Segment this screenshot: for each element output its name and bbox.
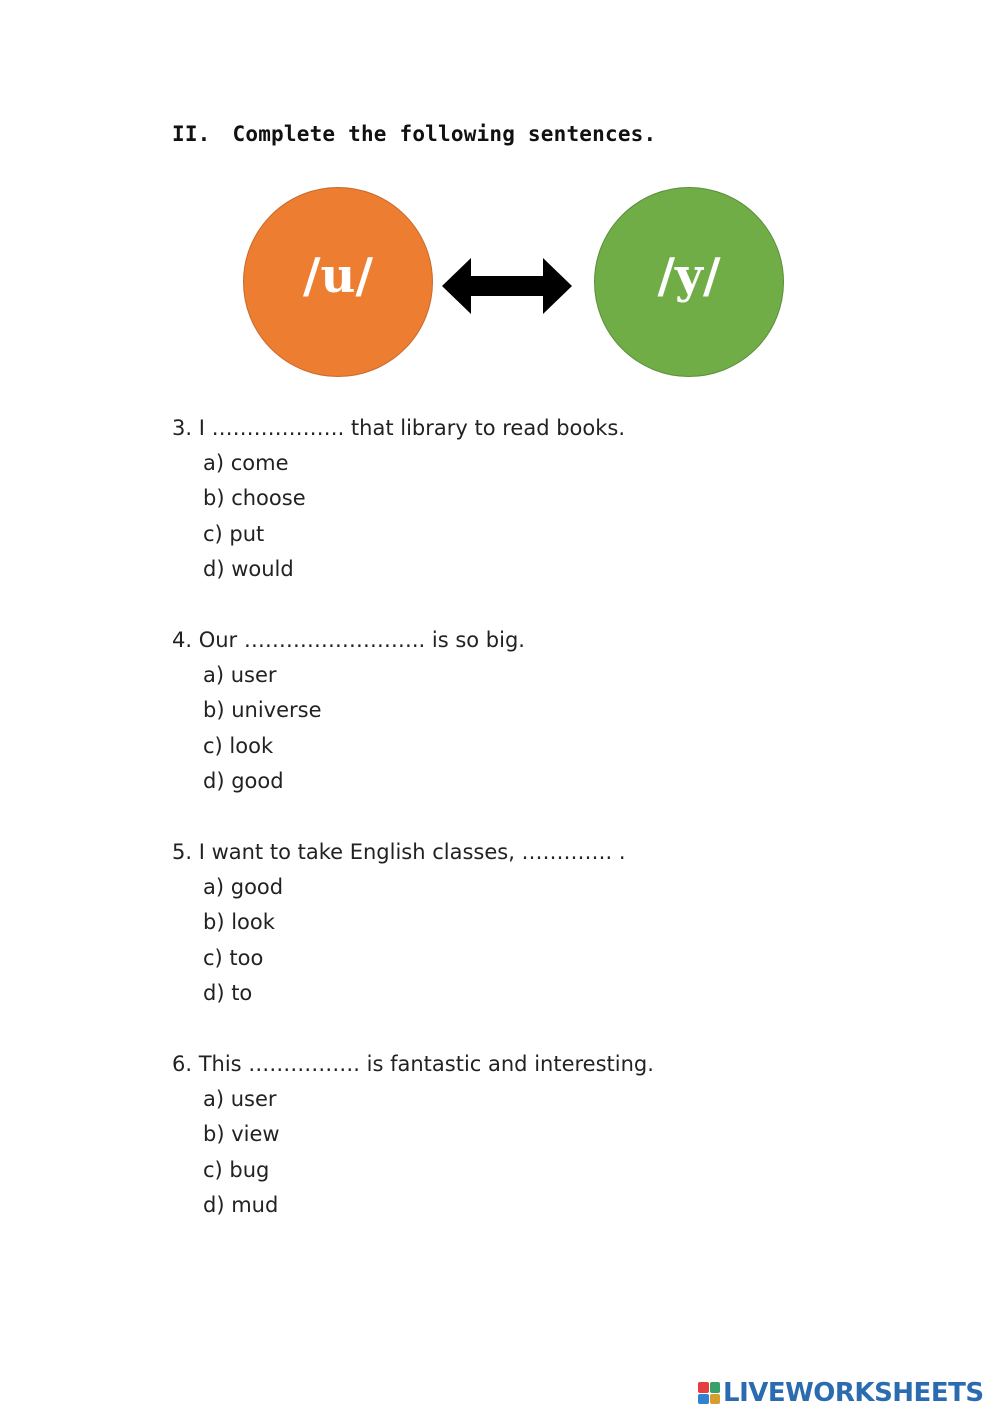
question-stem: 4. Our …………………….. is so big.: [172, 628, 525, 652]
option-c[interactable]: c) too: [203, 945, 264, 970]
option-b[interactable]: b) universe: [203, 698, 322, 723]
option-list: [172, 870, 626, 1012]
option-list: [172, 658, 525, 800]
question-4: [172, 623, 525, 800]
logo-mark-icon: [698, 1382, 720, 1404]
question-stem: 6. This ……………. is fantastic and interesting.: [172, 1052, 654, 1076]
sound-circle-y: [594, 187, 784, 377]
option-c[interactable]: c) look: [203, 733, 274, 758]
liveworksheets-logo[interactable]: [698, 1379, 984, 1407]
option-a[interactable]: a) good: [203, 875, 284, 899]
option-list: [172, 446, 625, 588]
sound-circle-u: [243, 187, 433, 377]
option-b[interactable]: b) look: [203, 910, 275, 935]
sound-label-u: /u/: [303, 248, 373, 304]
option-list: [172, 1082, 654, 1224]
option-c[interactable]: c) put: [203, 521, 265, 546]
option-b[interactable]: b) view: [203, 1122, 280, 1147]
option-a[interactable]: a) come: [203, 451, 289, 475]
option-d[interactable]: d) good: [203, 769, 284, 794]
question-stem: 5. I want to take English classes, …………. .: [172, 840, 626, 864]
option-b[interactable]: b) choose: [203, 486, 306, 511]
option-d[interactable]: d) would: [203, 557, 294, 582]
option-a[interactable]: a) user: [203, 663, 277, 687]
section-number: II.: [172, 122, 211, 146]
option-d[interactable]: d) to: [203, 981, 253, 1006]
option-a[interactable]: a) user: [203, 1087, 277, 1111]
double-arrow-icon: [441, 256, 573, 316]
question-5: [172, 835, 626, 1012]
sound-label-y: /y/: [657, 248, 721, 304]
option-c[interactable]: c) bug: [203, 1157, 270, 1182]
section-title: Complete the following sentences.: [232, 122, 657, 146]
question-6: [172, 1047, 654, 1224]
question-stem: 3. I ………………. that library to read books.: [172, 416, 626, 440]
section-heading: [172, 122, 656, 146]
logo-text: LIVEWORKSHEETS: [723, 1378, 984, 1408]
option-d[interactable]: d) mud: [203, 1193, 279, 1218]
question-3: [172, 411, 625, 588]
